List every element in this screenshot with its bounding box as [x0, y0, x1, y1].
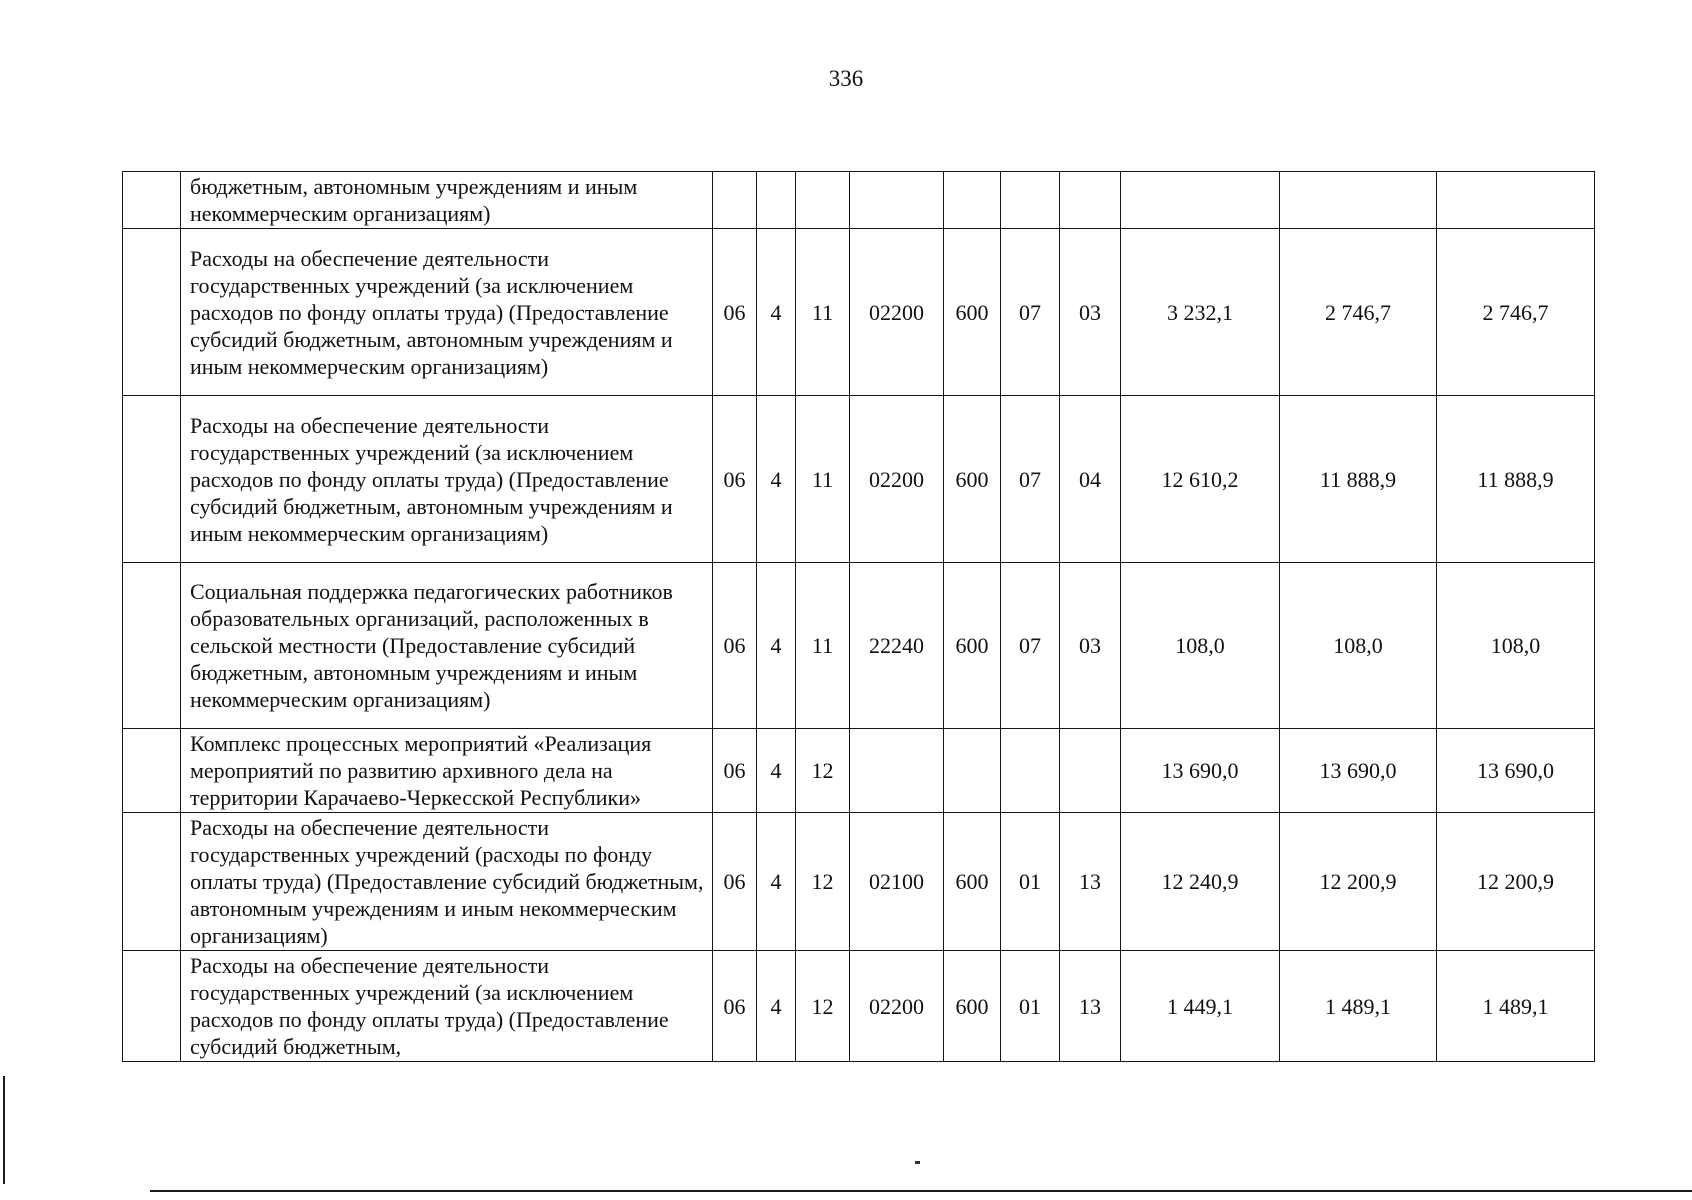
- direction-code-cell: 22240: [850, 563, 944, 729]
- page-number: 336: [828, 66, 864, 91]
- section-code-cell: 01: [1001, 813, 1060, 951]
- subsection-code-cell: 13: [1060, 813, 1121, 951]
- type-code-cell: 4: [757, 951, 796, 1062]
- amount-year-3-cell: 13 690,0: [1437, 729, 1595, 813]
- program-code-cell: 06: [713, 729, 757, 813]
- amount-year-2-cell: 2 746,7: [1280, 229, 1437, 396]
- subprogram-code-cell: [796, 172, 850, 229]
- row-number-cell: [123, 563, 181, 729]
- amount-year-2-cell: 12 200,9: [1280, 813, 1437, 951]
- amount-year-3-cell: [1437, 172, 1595, 229]
- amount-year-2-cell: 11 888,9: [1280, 396, 1437, 563]
- type-code-cell: 4: [757, 563, 796, 729]
- amount-year-1-cell: [1121, 172, 1280, 229]
- amount-year-1-cell: 3 232,1: [1121, 229, 1280, 396]
- table-row: [123, 729, 1595, 813]
- subsection-code-cell: [1060, 729, 1121, 813]
- amount-year-3-cell: 1 489,1: [1437, 951, 1595, 1062]
- section-code-cell: 07: [1001, 563, 1060, 729]
- expense-type-cell: [944, 729, 1001, 813]
- subsection-code-cell: 13: [1060, 951, 1121, 1062]
- subsection-code-cell: 03: [1060, 229, 1121, 396]
- direction-code-cell: [850, 729, 944, 813]
- expense-type-cell: [944, 172, 1001, 229]
- expense-type-cell: 600: [944, 951, 1001, 1062]
- program-code-cell: [713, 172, 757, 229]
- amount-year-3-cell: 12 200,9: [1437, 813, 1595, 951]
- program-code-cell: 06: [713, 951, 757, 1062]
- description-cell: Социальная поддержка педагогических работников образовательных организаций, расположенных в сельской местности (Предоставление субсидий бюджетным, автономным учреждениям и иным некоммерческим организациям): [181, 563, 713, 729]
- subprogram-code-cell: 11: [796, 229, 850, 396]
- section-code-cell: 01: [1001, 951, 1060, 1062]
- program-code-cell: 06: [713, 229, 757, 396]
- amount-year-3-cell: 108,0: [1437, 563, 1595, 729]
- section-code-cell: [1001, 729, 1060, 813]
- description-cell: Расходы на обеспечение деятельности государственных учреждений (за исключением расходов по фонду оплаты труда) (Предоставление субсидий бюджетным, автономным учреждениям и иным некоммерческим организациям): [181, 229, 713, 396]
- scan-margin-mark: [3, 1076, 5, 1184]
- program-code-cell: 06: [713, 396, 757, 563]
- program-code-cell: 06: [713, 813, 757, 951]
- expense-type-cell: 600: [944, 396, 1001, 563]
- description-cell: Расходы на обеспечение деятельности государственных учреждений (за исключением расходов по фонду оплаты труда) (Предоставление субсидий бюджетным,: [181, 951, 713, 1062]
- description-cell: бюджетным, автономным учреждениям и иным некоммерческим организациям): [181, 172, 713, 229]
- section-code-cell: 07: [1001, 396, 1060, 563]
- amount-year-2-cell: 1 489,1: [1280, 951, 1437, 1062]
- subprogram-code-cell: 12: [796, 813, 850, 951]
- section-code-cell: 07: [1001, 229, 1060, 396]
- row-number-cell: [123, 951, 181, 1062]
- amount-year-1-cell: 108,0: [1121, 563, 1280, 729]
- section-code-cell: [1001, 172, 1060, 229]
- subprogram-code-cell: 11: [796, 563, 850, 729]
- amount-year-1-cell: 13 690,0: [1121, 729, 1280, 813]
- direction-code-cell: 02200: [850, 951, 944, 1062]
- scan-speck: [915, 1161, 920, 1164]
- type-code-cell: 4: [757, 813, 796, 951]
- table-row: [123, 563, 1595, 729]
- footer-rule: [150, 1190, 1692, 1192]
- direction-code-cell: 02100: [850, 813, 944, 951]
- amount-year-2-cell: 108,0: [1280, 563, 1437, 729]
- amount-year-2-cell: 13 690,0: [1280, 729, 1437, 813]
- type-code-cell: [757, 172, 796, 229]
- subsection-code-cell: 03: [1060, 563, 1121, 729]
- type-code-cell: 4: [757, 396, 796, 563]
- subprogram-code-cell: 12: [796, 729, 850, 813]
- table-row: [123, 172, 1595, 229]
- program-code-cell: 06: [713, 563, 757, 729]
- row-number-cell: [123, 729, 181, 813]
- expense-type-cell: 600: [944, 229, 1001, 396]
- table-row: [123, 229, 1595, 396]
- row-number-cell: [123, 813, 181, 951]
- description-cell: Расходы на обеспечение деятельности государственных учреждений (расходы по фонду оплаты труда) (Предоставление субсидий бюджетным, автономным учреждениям и иным некоммерческим организациям): [181, 813, 713, 951]
- subsection-code-cell: 04: [1060, 396, 1121, 563]
- subsection-code-cell: [1060, 172, 1121, 229]
- amount-year-3-cell: 2 746,7: [1437, 229, 1595, 396]
- row-number-cell: [123, 229, 181, 396]
- direction-code-cell: 02200: [850, 229, 944, 396]
- subprogram-code-cell: 11: [796, 396, 850, 563]
- expense-type-cell: 600: [944, 563, 1001, 729]
- table-row: [123, 396, 1595, 563]
- amount-year-1-cell: 12 610,2: [1121, 396, 1280, 563]
- description-cell: Комплекс процессных мероприятий «Реализация мероприятий по развитию архивного дела на территории Карачаево-Черкесской Республики»: [181, 729, 713, 813]
- table-row: [123, 951, 1595, 1062]
- expense-type-cell: 600: [944, 813, 1001, 951]
- amount-year-2-cell: [1280, 172, 1437, 229]
- amount-year-1-cell: 1 449,1: [1121, 951, 1280, 1062]
- table-row: [123, 813, 1595, 951]
- amount-year-1-cell: 12 240,9: [1121, 813, 1280, 951]
- type-code-cell: 4: [757, 229, 796, 396]
- direction-code-cell: 02200: [850, 396, 944, 563]
- subprogram-code-cell: 12: [796, 951, 850, 1062]
- description-cell: Расходы на обеспечение деятельности государственных учреждений (за исключением расходов по фонду оплаты труда) (Предоставление субсидий бюджетным, автономным учреждениям и иным некоммерческим организациям): [181, 396, 713, 563]
- budget-table: [122, 171, 1595, 1062]
- row-number-cell: [123, 396, 181, 563]
- direction-code-cell: [850, 172, 944, 229]
- amount-year-3-cell: 11 888,9: [1437, 396, 1595, 563]
- type-code-cell: 4: [757, 729, 796, 813]
- row-number-cell: [123, 172, 181, 229]
